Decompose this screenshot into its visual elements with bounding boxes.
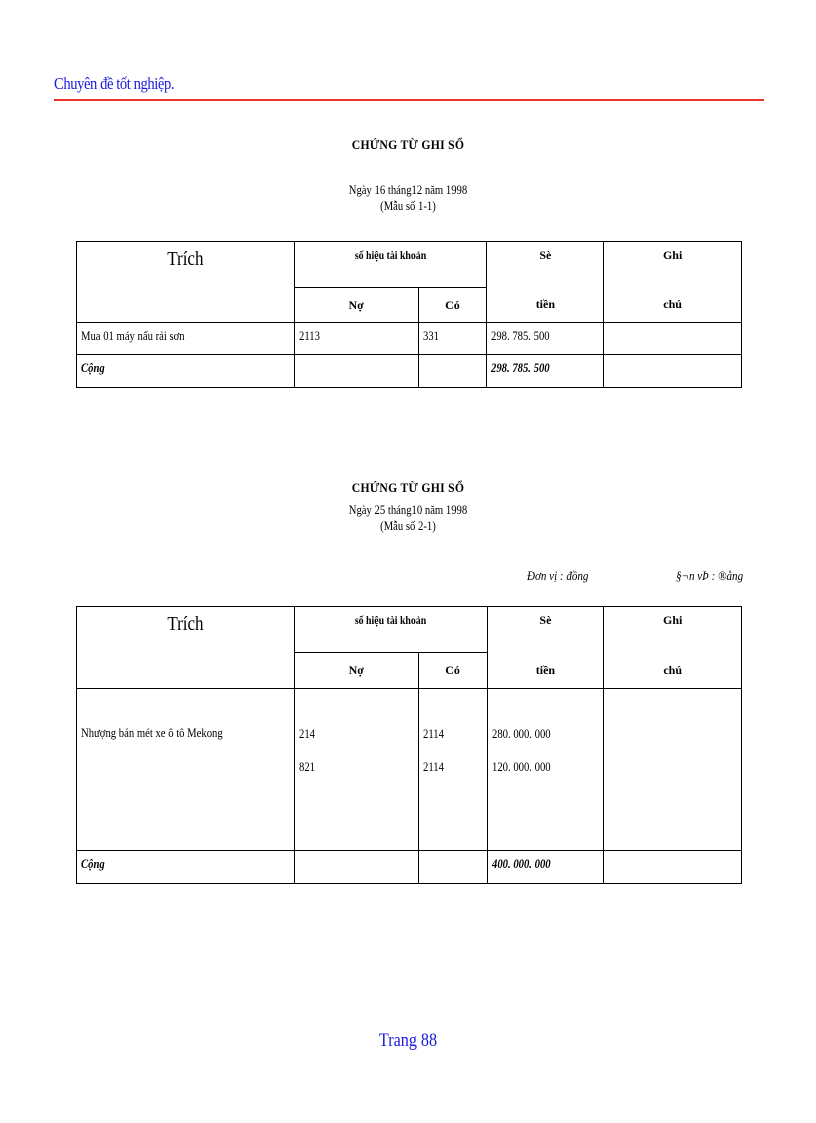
- doc1-header-ghi: Ghi: [604, 242, 742, 288]
- doc2-header-se: Sè: [487, 607, 604, 653]
- doc1-row-note: [604, 323, 742, 355]
- doc2-row-note: [604, 689, 742, 851]
- doc1-date: Ngày 16 tháng12 năm 1998: [348, 182, 468, 197]
- doc1-row-co: 331: [418, 323, 487, 355]
- doc2-header-chu: chú: [604, 653, 742, 689]
- doc1-total-label: Cộng: [77, 355, 295, 388]
- doc1-row-amount: 298. 785. 500: [487, 323, 604, 355]
- doc2-header-no: Nợ: [294, 653, 418, 689]
- doc2-header-sohieu: số hiệu tài khoản: [294, 607, 487, 653]
- table-row: [77, 851, 742, 884]
- doc2-row-desc: Nhượng bán mét xe ô tô Mekong: [77, 689, 295, 851]
- doc1-row-desc: Mua 01 máy nấu rải sơn: [77, 323, 295, 355]
- doc1-total-amount: 298. 785. 500: [487, 355, 604, 388]
- doc2-header-tien: tiền: [487, 653, 604, 689]
- doc2-date: Ngày 25 tháng10 năm 1998: [348, 502, 468, 517]
- page-header-title: Chuyên đề tốt nghiệp.: [54, 74, 175, 93]
- doc1-form: (Mẫu số 1-1): [380, 198, 436, 213]
- doc2-title: CHỨNG TỪ GHI SỔ: [351, 480, 465, 495]
- page-number: Trang 88: [378, 1030, 438, 1051]
- doc1-header-se: Sè: [487, 242, 604, 288]
- table-row: [77, 689, 742, 851]
- doc2-unit-right: §¬n vÞ : ®ång: [676, 568, 744, 583]
- doc1-title: CHỨNG TỪ GHI SỔ: [351, 137, 465, 152]
- doc1-table: [76, 241, 742, 388]
- doc2-unit-left: Đơn vị : đồng: [527, 568, 589, 583]
- doc1-header-no: Nợ: [294, 288, 418, 323]
- doc2-total-label: Cộng: [77, 851, 295, 884]
- doc2-header-ghi: Ghi: [604, 607, 742, 653]
- header-divider: [54, 99, 764, 101]
- doc2-table: [76, 606, 742, 884]
- doc2-row-amount: 280. 000. 000 120. 000. 000: [487, 689, 604, 851]
- doc2-form: (Mẫu số 2-1): [380, 518, 436, 533]
- doc1-header-sohieu: số hiệu tài khoản: [294, 242, 487, 288]
- doc2-row-no: 214 821: [294, 689, 418, 851]
- doc1-header-chu: chú: [604, 288, 742, 323]
- doc1-header-tien: tiền: [487, 288, 604, 323]
- doc1-row-no: 2113: [294, 323, 418, 355]
- doc1-header-trich: Trích: [77, 242, 295, 323]
- doc2-row-co: 2114 2114: [418, 689, 487, 851]
- table-row: [77, 323, 742, 355]
- doc2-header-trich: Trích: [77, 607, 295, 689]
- doc2-total-amount: 400. 000. 000: [487, 851, 604, 884]
- doc1-header-co: Có: [418, 288, 487, 323]
- doc2-header-co: Có: [418, 653, 487, 689]
- table-row: [77, 355, 742, 388]
